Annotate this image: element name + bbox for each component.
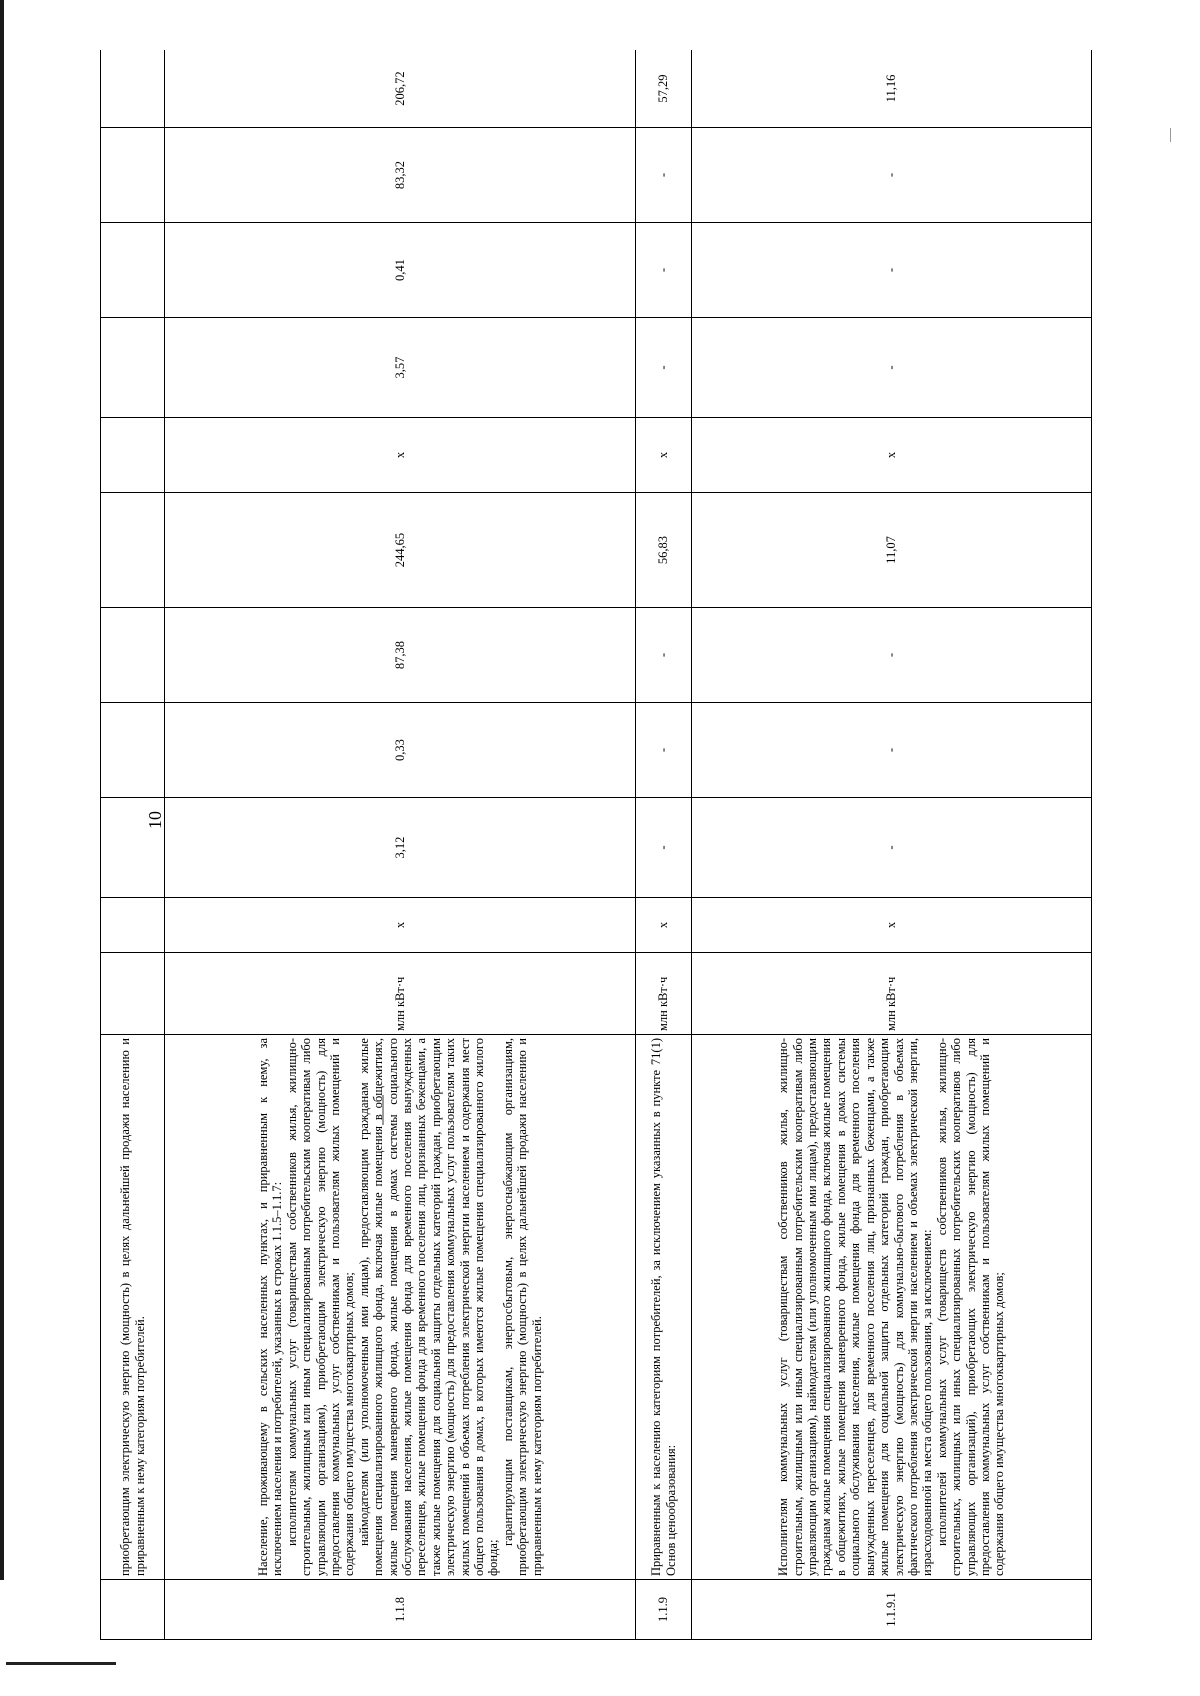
scan-left-edge — [0, 0, 4, 1580]
value-cell — [101, 223, 165, 318]
row-unit: млн кВт·ч — [636, 953, 692, 1035]
value-cell: x — [165, 418, 636, 493]
value-cell: - — [692, 798, 1092, 898]
row-unit: млн кВт·ч — [165, 953, 636, 1035]
row-code: 1.1.8 — [165, 1580, 636, 1640]
table-row — [636, 50, 692, 1640]
description-paragraph: исполнителям коммунальных услуг (товариществам собственников жилья, жилищно-строительным, жилищным или иным специализированным потребительским кооперативам либо управляющим организациям), приобретающим электрическую энергию (мощность) для предоставления коммунальных услуг собственникам и пользователям жилых помещений и содержания общего имущества многоквартирных домов; — [284, 1038, 357, 1576]
value-cell: 56,83 — [636, 493, 692, 608]
value-cell — [101, 318, 165, 418]
description-paragraph: Население, проживающему в сельских населенных пунктах, и приравненным к нему, за исключением населения и потребителей, указанных в строках 1.1.5–1.1.7: — [255, 1038, 285, 1576]
scan-bottom-mark — [6, 1662, 116, 1665]
document-sheet — [100, 50, 1100, 1640]
description-paragraph: гарантирующим поставщикам, энергосбытовым, энергоснабжающим организациям, приобретающим электрическую энергию (мощность) в целях дальнейшей продажи населению и приравненным к нему категориям потребителей. — [500, 1038, 544, 1576]
table-row — [101, 50, 165, 1640]
description-paragraph: наймодателям (или уполномоченным ими лицам), предоставляющим гражданам жилые помещения специализированного жилищного фонда, включая жилые помещения в общежитиях, жилые помещения маневренного фонда, жилые помещения в домах системы социального обслуживания населения, жилые помещения фонда для временного поселения вынужденных переселенцев, жилые помещения фонда для временного поселения лиц, признанных беженцами, а также жилые помещения для социальной защиты отдельных категорий граждан, приобретающим электрическую энергию (мощность) для предоставления коммунальных услуг пользователям таких жилых помещений в объемах потребления электрической энергии населением и содержания мест общего пользования в домах, в которых имеются жилые помещения специализированного жилого фонда; — [356, 1038, 501, 1576]
value-cell: - — [636, 608, 692, 703]
row-code: 1.1.9 — [636, 1580, 692, 1640]
rotated-table-page — [100, 50, 1100, 1640]
value-cell — [101, 493, 165, 608]
value-cell: x — [636, 418, 692, 493]
tariff-volume-table — [100, 50, 1092, 1640]
description-paragraph: Исполнителям коммунальных услуг (товариществам собственников жилья, жилищно-строительным, жилищным или иным специализированным потребительским кооперативам либо управляющим организациям), наймодателям (или уполномоченным ими лицам), предоставляющим гражданам жилые помещения специализированного жилищного фонда, включая жилые помещения в общежитиях, жилые помещения маневренного фонда, жилые помещения в домах системы социального обслуживания населения, жилые помещения фонда для временного поселения вынужденных переселенцев, для временного поселения лиц, признанных беженцами, а также жилые помещения для социальной защиты отдельных категорий граждан, приобретающим электрическую энергию (мощность) для коммунально-бытового потребления в объемах фактического потребления электрической энергии населением и объемах электрической энергии, израсходованной на места общего пользования, за исключением: — [776, 1038, 935, 1576]
description-paragraph: исполнителей коммунальных услуг (товариществ собственников жилья, жилищно-строительных, жилищных или иных специализированных потребительских кооперативов либо управляющих организаций), приобретающих электрическую энергию (мощность) для предоставления коммунальных услуг собственникам и пользователям жилых помещений и содержания общего имущества многоквартирных домов; — [934, 1038, 1007, 1576]
value-cell: x — [692, 898, 1092, 953]
description-paragraph: Приравненным к населению категориям потребителей, за исключением указанных в пункте 71(1) Основ ценообразования: — [649, 1038, 678, 1576]
value-cell: 83,32 — [165, 128, 636, 223]
row-unit: млн кВт·ч — [692, 953, 1092, 1035]
row-description — [165, 1035, 636, 1580]
value-cell: x — [165, 898, 636, 953]
value-cell: 11,16 — [692, 50, 1092, 128]
value-cell: 3,57 — [165, 318, 636, 418]
value-cell: - — [692, 703, 1092, 798]
description-paragraph: приобретающим электрическую энергию (мощность) в целях дальнейшей продажи населению и приравненным к нему категориям потребителей. — [118, 1038, 147, 1576]
value-cell: - — [692, 608, 1092, 703]
value-cell: 206,72 — [165, 50, 636, 128]
table-row — [165, 50, 636, 1640]
row-code — [101, 1580, 165, 1640]
value-cell: 0,41 — [165, 223, 636, 318]
value-cell — [101, 703, 165, 798]
value-cell: - — [692, 223, 1092, 318]
row-description — [692, 1035, 1092, 1580]
row-description — [636, 1035, 692, 1580]
value-cell: x — [692, 418, 1092, 493]
value-cell: 87,38 — [165, 608, 636, 703]
value-cell — [101, 418, 165, 493]
value-cell — [101, 128, 165, 223]
row-description — [101, 1035, 165, 1580]
value-cell: 244,65 — [165, 493, 636, 608]
value-cell: 11,07 — [692, 493, 1092, 608]
row-code: 1.1.9.1 — [692, 1580, 1092, 1640]
value-cell: - — [692, 318, 1092, 418]
value-cell — [101, 50, 165, 128]
value-cell: - — [692, 128, 1092, 223]
value-cell: 0,33 — [165, 703, 636, 798]
table-row — [692, 50, 1092, 1640]
row-unit — [101, 953, 165, 1035]
value-cell: - — [636, 318, 692, 418]
value-cell — [101, 608, 165, 703]
value-cell: - — [636, 223, 692, 318]
value-cell: - — [636, 798, 692, 898]
value-cell — [101, 898, 165, 953]
value-cell: x — [636, 898, 692, 953]
value-cell: - — [636, 703, 692, 798]
page-number: 10 — [145, 811, 165, 829]
value-cell: 3,12 — [165, 798, 636, 898]
value-cell — [101, 798, 165, 898]
value-cell: 57,29 — [636, 50, 692, 128]
scan-speck — [1170, 128, 1171, 142]
value-cell: - — [636, 128, 692, 223]
